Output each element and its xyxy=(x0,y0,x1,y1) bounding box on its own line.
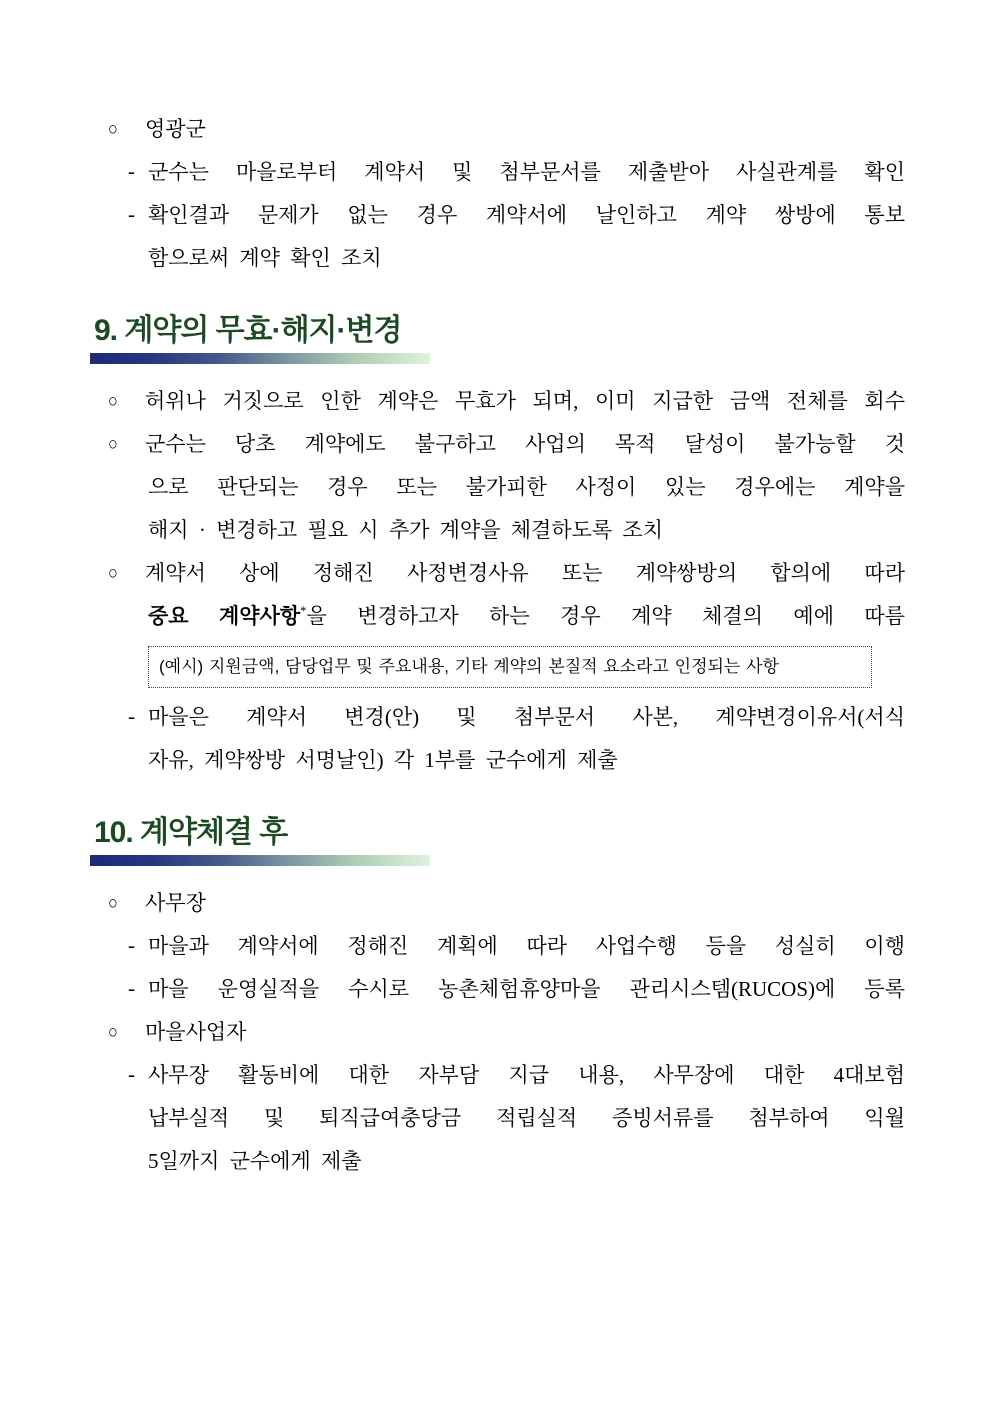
example-note-box xyxy=(148,646,872,688)
dash-bullet: - xyxy=(128,976,135,1000)
continuation-line xyxy=(90,1140,905,1183)
continuation-line-important xyxy=(90,595,905,638)
section-9-gradient-rule xyxy=(90,353,430,364)
continuation-line xyxy=(90,739,905,782)
continuation-line xyxy=(90,509,905,552)
bullet-text: 계약서 상에 정해진 사정변경사유 또는 계약쌍방의 합의에 따라 xyxy=(145,561,905,585)
circle-bullet: ○ xyxy=(108,434,118,455)
dash-bullet: - xyxy=(128,933,135,957)
section-10-gradient-rule xyxy=(90,855,430,866)
continuation-line xyxy=(90,466,905,509)
dash-bullet: - xyxy=(128,704,135,728)
dash-bullet: - xyxy=(128,202,135,226)
dash-text: 마을과 계약서에 정해진 계획에 따라 사업수행 등을 성실히 이행 xyxy=(148,934,905,958)
dash-item xyxy=(90,968,905,1011)
continuation-text: 납부실적 및 퇴직급여충당금 적립실적 증빙서류를 첨부하여 익월 xyxy=(148,1106,905,1130)
continuation-text: 으로 판단되는 경우 또는 불가피한 사정이 있는 경우에는 계약을 xyxy=(148,475,905,499)
dash-item xyxy=(90,151,905,194)
bullet-text: 사무장 xyxy=(145,891,206,915)
circle-bullet: ○ xyxy=(108,1022,118,1043)
bullet-item xyxy=(90,552,905,595)
dash-item xyxy=(90,194,905,237)
continuation-text: 자유, 계약쌍방 서명날인) 각 1부를 군수에게 제출 xyxy=(148,748,618,772)
circle-bullet: ○ xyxy=(108,893,118,914)
bullet-item-yeonggwang xyxy=(90,108,905,151)
dash-item xyxy=(90,1054,905,1097)
circle-bullet: ○ xyxy=(108,563,118,584)
continuation-text: 을 변경하고자 하는 경우 계약 체결의 예에 따름 xyxy=(306,604,906,628)
dash-text: 마을은 계약서 변경(안) 및 첨부문서 사본, 계약변경이유서(서식 xyxy=(148,705,905,729)
dash-bullet: - xyxy=(128,1062,135,1086)
continuation-line xyxy=(90,1097,905,1140)
dash-text: 군수는 마을로부터 계약서 및 첨부문서를 제출받아 사실관계를 확인 xyxy=(148,160,905,184)
continuation-text: 해지 · 변경하고 필요 시 추가 계약을 체결하도록 조치 xyxy=(148,518,663,542)
section-10-title: 10. 계약체결 후 xyxy=(94,816,288,849)
example-note-text: (예시) 지원금액, 담당업무 및 주요내용, 기타 계약의 본질적 요소라고 인정되는 사항 xyxy=(159,657,779,676)
circle-bullet: ○ xyxy=(108,119,118,140)
dash-text: 마을 운영실적을 수시로 농촌체험휴양마을 관리시스템(RUCOS)에 등록 xyxy=(148,977,905,1001)
dash-bullet: - xyxy=(128,159,135,183)
bullet-item xyxy=(90,882,905,925)
continuation-line xyxy=(90,237,905,280)
dash-text: 사무장 활동비에 대한 자부담 지급 내용, 사무장에 대한 4대보험 xyxy=(148,1063,905,1087)
continuation-text: 5일까지 군수에게 제출 xyxy=(148,1149,362,1173)
bullet-text: 허위나 거짓으로 인한 계약은 무효가 되며, 이미 지급한 금액 전체를 회수 xyxy=(145,389,905,413)
dash-text: 확인결과 문제가 없는 경우 계약서에 날인하고 계약 쌍방에 통보 xyxy=(148,203,905,227)
bullet-text: 마을사업자 xyxy=(145,1020,247,1044)
footnote-asterisk: * xyxy=(300,604,307,618)
continuation-text: 함으로써 계약 확인 조치 xyxy=(148,246,382,270)
section-10-heading-block xyxy=(90,816,905,866)
dash-item xyxy=(90,696,905,739)
dash-item xyxy=(90,925,905,968)
bullet-text: 군수는 당초 계약에도 불구하고 사업의 목적 달성이 불가능할 것 xyxy=(145,432,905,456)
bullet-text: 영광군 xyxy=(145,117,206,141)
bullet-item xyxy=(90,423,905,466)
bullet-item xyxy=(90,380,905,423)
bold-phrase: 중요 계약사항 xyxy=(148,604,301,628)
section-9-title: 9. 계약의 무효·해지·변경 xyxy=(94,314,402,347)
circle-bullet: ○ xyxy=(108,391,118,412)
section-9-heading-block xyxy=(90,314,905,364)
bullet-item xyxy=(90,1011,905,1054)
